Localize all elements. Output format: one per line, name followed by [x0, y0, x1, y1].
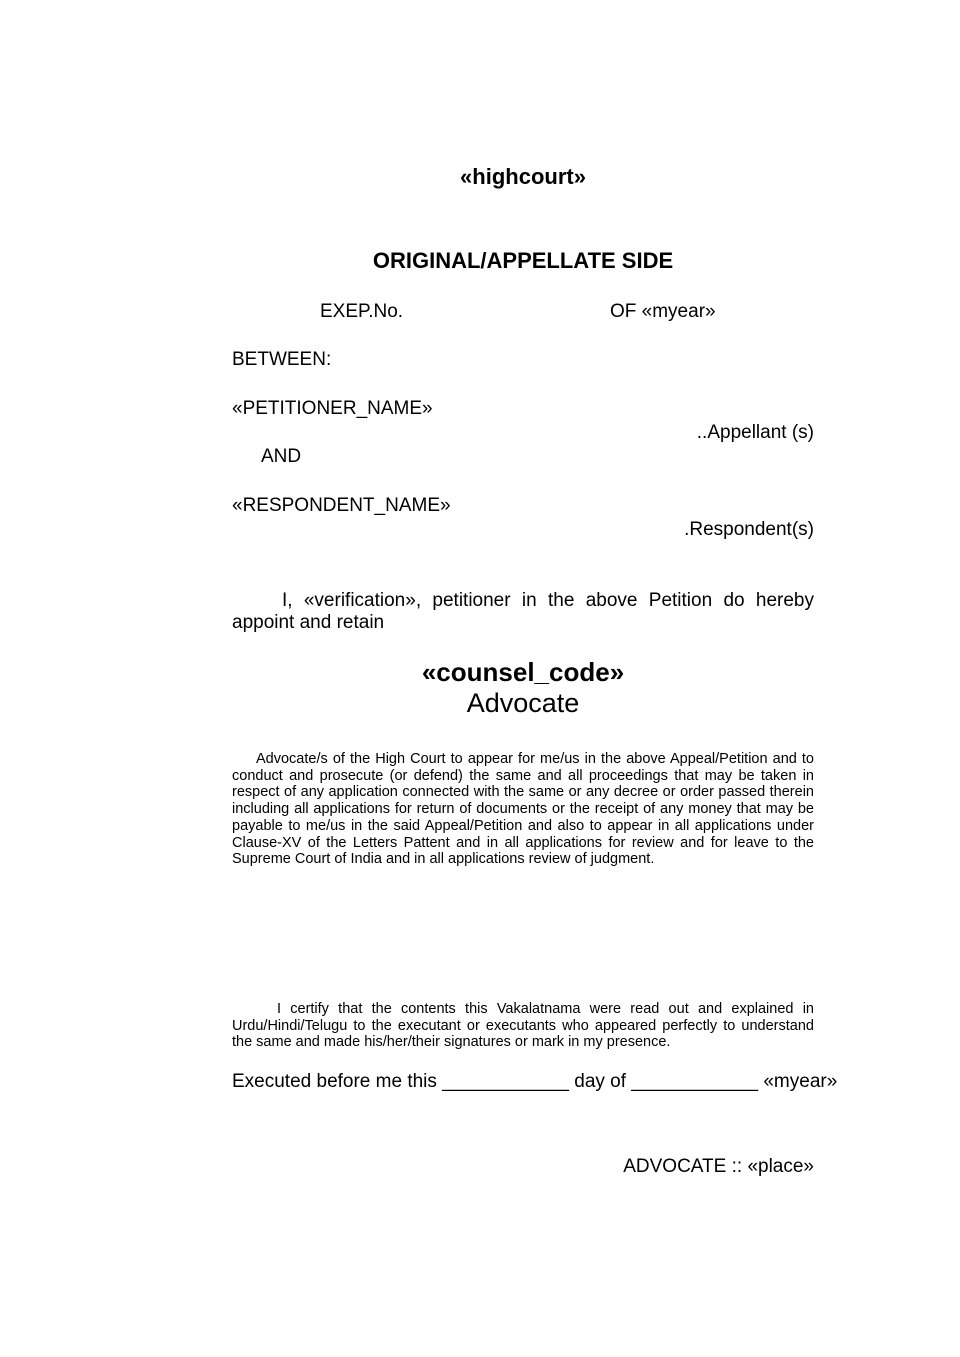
- case-number-label: EXEP.No.: [320, 301, 404, 322]
- document-side-heading: ORIGINAL/APPELLATE SIDE: [372, 248, 674, 273]
- appointment-statement: I, «verification», petitioner in the above Petition do hereby appoint and retain: [232, 590, 814, 633]
- execution-line: Executed before me this ____________ day of ____________ «myear»: [232, 1071, 838, 1092]
- counsel-code: «counsel_code»: [421, 657, 625, 687]
- court-name: «highcourt»: [460, 164, 586, 189]
- petitioner-name: «PETITIONER_NAME»: [232, 398, 433, 419]
- certification-paragraph: I certify that the contents this Vakalatnama were read out and explained in Urdu/Hindi/Telugu to the executant or executants who appeared perfectly to understand the same and made his/her/their signatures or mark in my presence.: [232, 1001, 814, 1051]
- appellant-label: ..Appellant (s): [696, 422, 814, 443]
- between-label: BETWEEN:: [232, 349, 332, 370]
- respondent-label: .Respondent(s): [684, 519, 814, 540]
- case-year: OF «myear»: [610, 301, 716, 322]
- and-label: AND: [261, 446, 302, 467]
- authority-paragraph: Advocate/s of the High Court to appear for me/us in the above Appeal/Petition and to conduct and prosecute (or defend) the same and all proceedings that may be taken in respect of any application connected with the same or any decree or order passed therein including all applications for return of documents or the receipt of any money that may be payable to me/us in the said Appeal/Petition and also to appear in all applications under Clause-XV of the Letters Pattent and in all applications for review and for leave to the Supreme Court of India and in all applications review of judgment.: [232, 751, 814, 868]
- advocate-title: Advocate: [466, 688, 580, 718]
- advocate-signoff: ADVOCATE :: «place»: [623, 1156, 814, 1177]
- respondent-name: «RESPONDENT_NAME»: [232, 495, 451, 516]
